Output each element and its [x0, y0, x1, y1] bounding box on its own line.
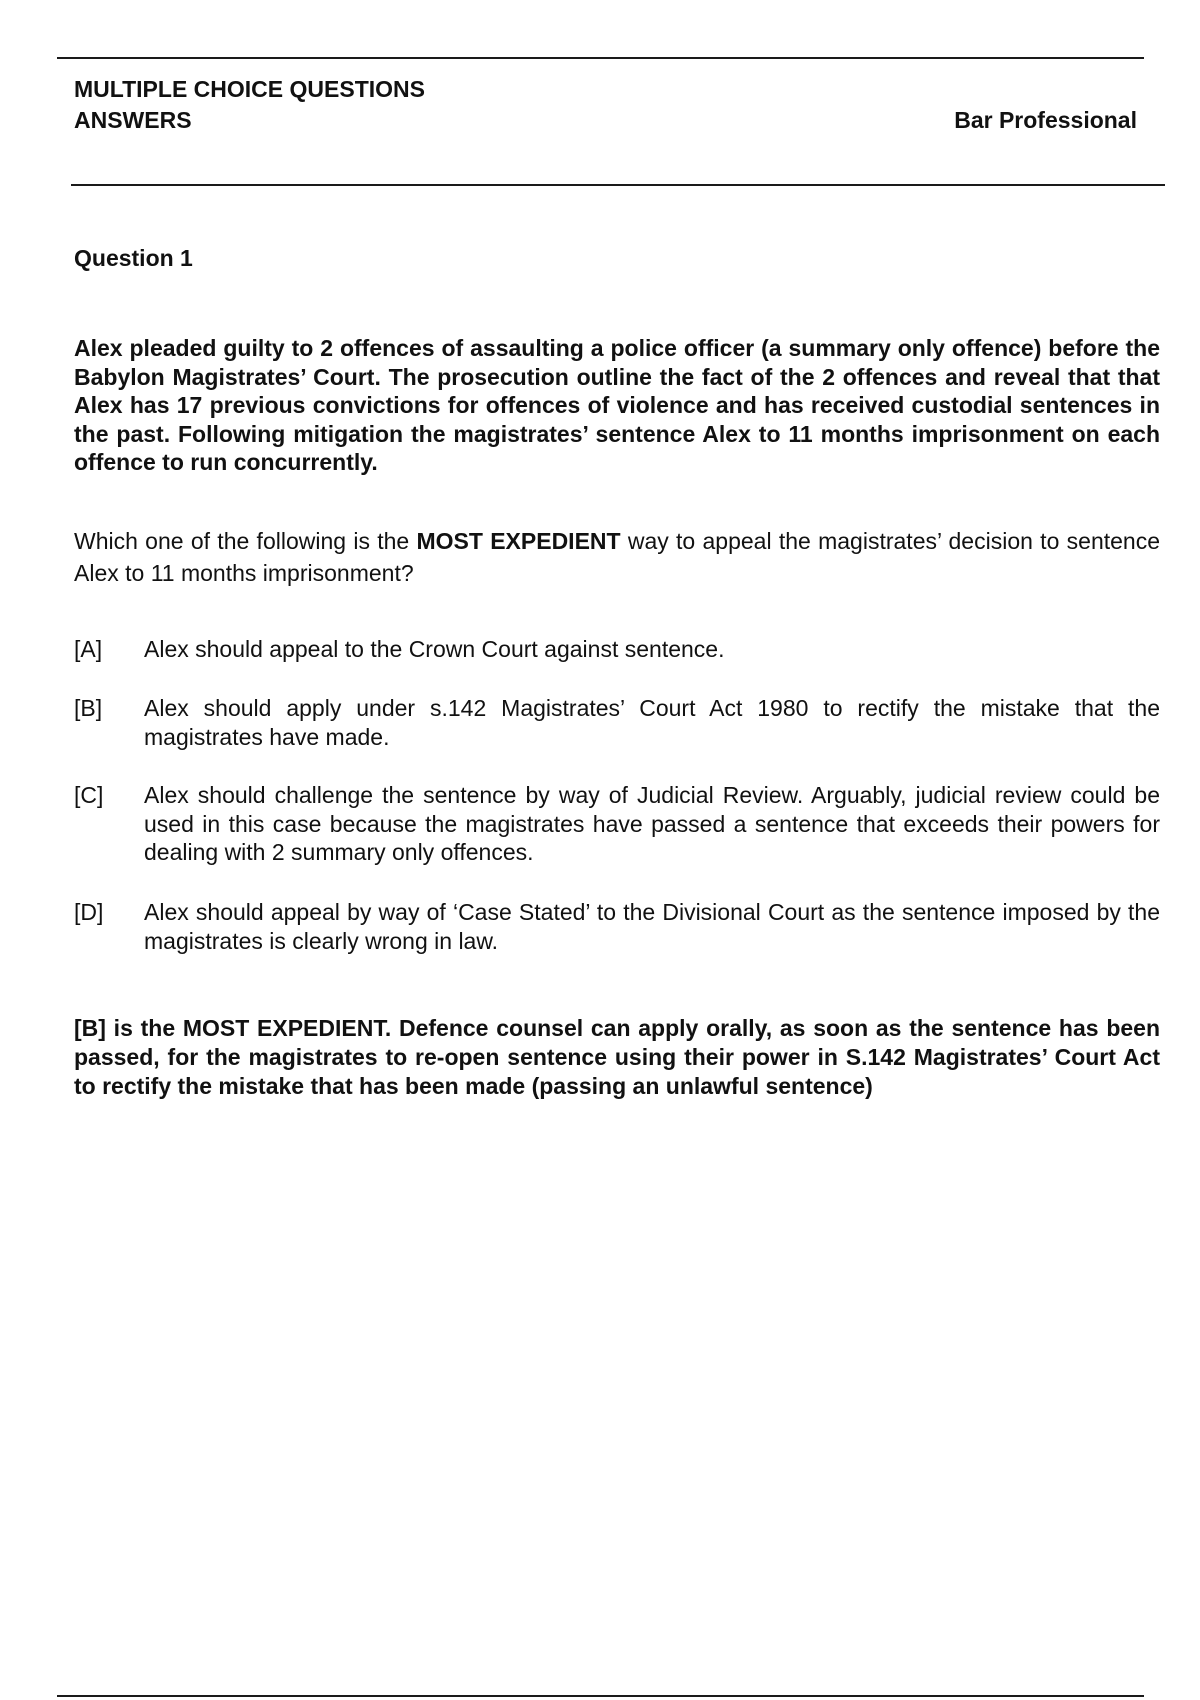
option-a-text: Alex should appeal to the Crown Court against sentence. — [144, 636, 725, 662]
option-b-letter: [B] — [74, 695, 103, 721]
option-d-text: Alex should appeal by way of ‘Case Stated’ to the Divisional Court as the sentence imposed by the magistrates is clearly wrong in law. — [144, 899, 1160, 954]
page-header — [74, 74, 1137, 136]
header-title-line2: ANSWERS — [74, 107, 192, 133]
header-divider — [71, 184, 1165, 186]
option-b — [74, 694, 1160, 751]
option-d-letter: [D] — [74, 899, 104, 925]
option-c — [74, 781, 1160, 867]
stem-emphasis: MOST EXPEDIENT — [416, 528, 621, 554]
option-d — [74, 898, 1160, 955]
option-a — [74, 635, 1160, 664]
header-course-name: Bar Professional — [954, 107, 1137, 133]
question-scenario: Alex pleaded guilty to 2 offences of assaulting a police officer (a summary only offence) before the Babylon Magistrates’ Court. The prosecution outline the fact of the 2 offences and reveal that that Alex has 17 previous convictions for offences of violence and has received custodial sentences in the past. Following mitigation the magistrates’ sentence Alex to 11 months imprisonment on each offence to run concurrently. — [74, 335, 1160, 475]
option-a-letter: [A] — [74, 636, 103, 662]
option-c-letter: [C] — [74, 782, 104, 808]
option-b-text: Alex should apply under s.142 Magistrates’ Court Act 1980 to rectify the mistake that the magistrates have made. — [144, 695, 1160, 750]
answer-explanation: [B] is the MOST EXPEDIENT. Defence counsel can apply orally, as soon as the sentence has been passed, for the magistrates to re-open sentence using their power in S.142 Magistrates’ Court Act to rectify the mistake that has been made (passing an unlawful sentence) — [74, 1015, 1160, 1099]
option-c-text: Alex should challenge the sentence by way of Judicial Review. Arguably, judicial review could be used in this case because the magistrates have passed a sentence that exceeds their powers for dealing with 2 summary only offences. — [144, 782, 1160, 865]
top-divider — [57, 57, 1144, 59]
header-title-line1: MULTIPLE CHOICE QUESTIONS — [74, 76, 425, 102]
stem-text-after: way to appeal the magistrates’ decision to sentence Alex to 11 months imprisonment? — [74, 528, 1160, 586]
bottom-divider — [57, 1695, 1144, 1697]
question-stem — [74, 525, 1160, 589]
question-title: Question 1 — [74, 245, 193, 271]
stem-text-before: Which one of the following is the — [74, 528, 417, 554]
